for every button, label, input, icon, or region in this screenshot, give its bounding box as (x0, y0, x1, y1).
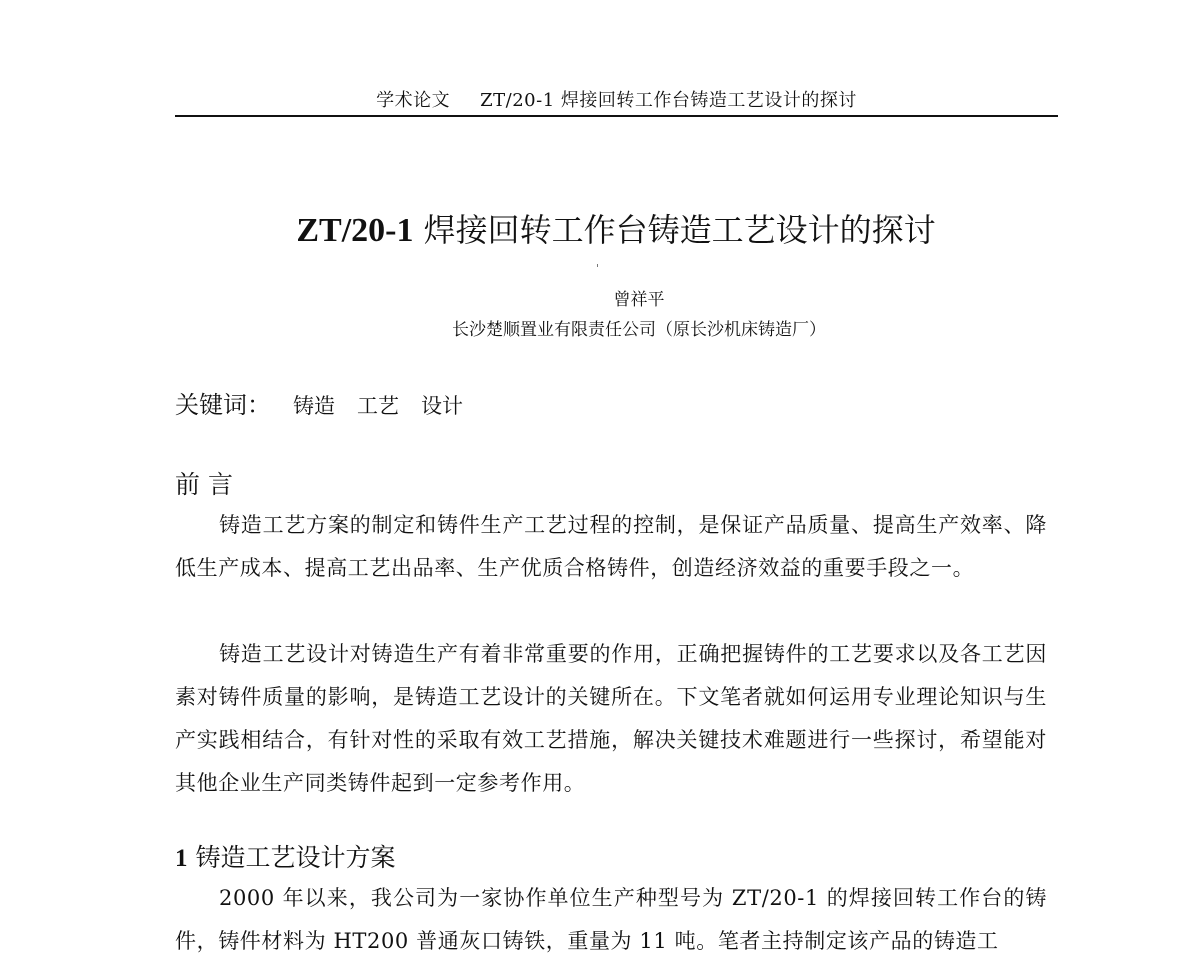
paragraph: 铸造工艺方案的制定和铸件生产工艺过程的控制，是保证产品质量、提高生产效率、降低生产成本、提高工艺出品率、生产优质合格铸件，创造经济效益的重要手段之一。 (175, 513, 1047, 580)
keyword: 铸造 (293, 394, 335, 418)
paragraph: 铸造工艺设计对铸造生产有着非常重要的作用，正确把握铸件的工艺要求以及各工艺因素对铸件质量的影响，是铸造工艺设计的关键所在。下文笔者就如何运用专业理论知识与生产实践相结合，有针对性的采取有效工艺措施，解决关键技术难题进行一些探讨，希望能对其他企业生产同类铸件起到一定参考作用。 (175, 642, 1047, 795)
header-rule (175, 115, 1058, 117)
keywords-label: 关键词： (175, 391, 271, 419)
section-heading-1 (175, 838, 395, 874)
keyword: 工艺 (357, 394, 399, 418)
running-header-title: ZT/20-1 焊接回转工作台铸造工艺设计的探讨 (480, 90, 857, 111)
paper-title-model: ZT/20-1 (296, 212, 414, 249)
section-heading-preface: 前 言 (175, 470, 233, 499)
scan-speck (597, 264, 598, 267)
running-header-category: 学术论文 (376, 90, 451, 111)
paper-title-text: 焊接回转工作台铸造工艺设计的探讨 (413, 211, 936, 249)
author-affiliation: 长沙楚顺置业有限责任公司（原长沙机床铸造厂） (452, 320, 826, 340)
keyword: 设计 (421, 394, 463, 418)
running-header (175, 86, 1058, 112)
section-number: 1 (175, 845, 188, 872)
paper-title (0, 205, 1200, 251)
author-name: 曾祥平 (613, 290, 665, 310)
section-title: 铸造工艺设计方案 (187, 843, 396, 872)
paragraph: 2000 年以来，我公司为一家协作单位生产种型号为 ZT/20-1 的焊接回转工作台的铸件，铸件材料为 HT200 普通灰口铸铁，重量为 11 吨。笔者主持制定该产品的铸造工 (175, 886, 1047, 953)
keywords-line (175, 385, 463, 420)
